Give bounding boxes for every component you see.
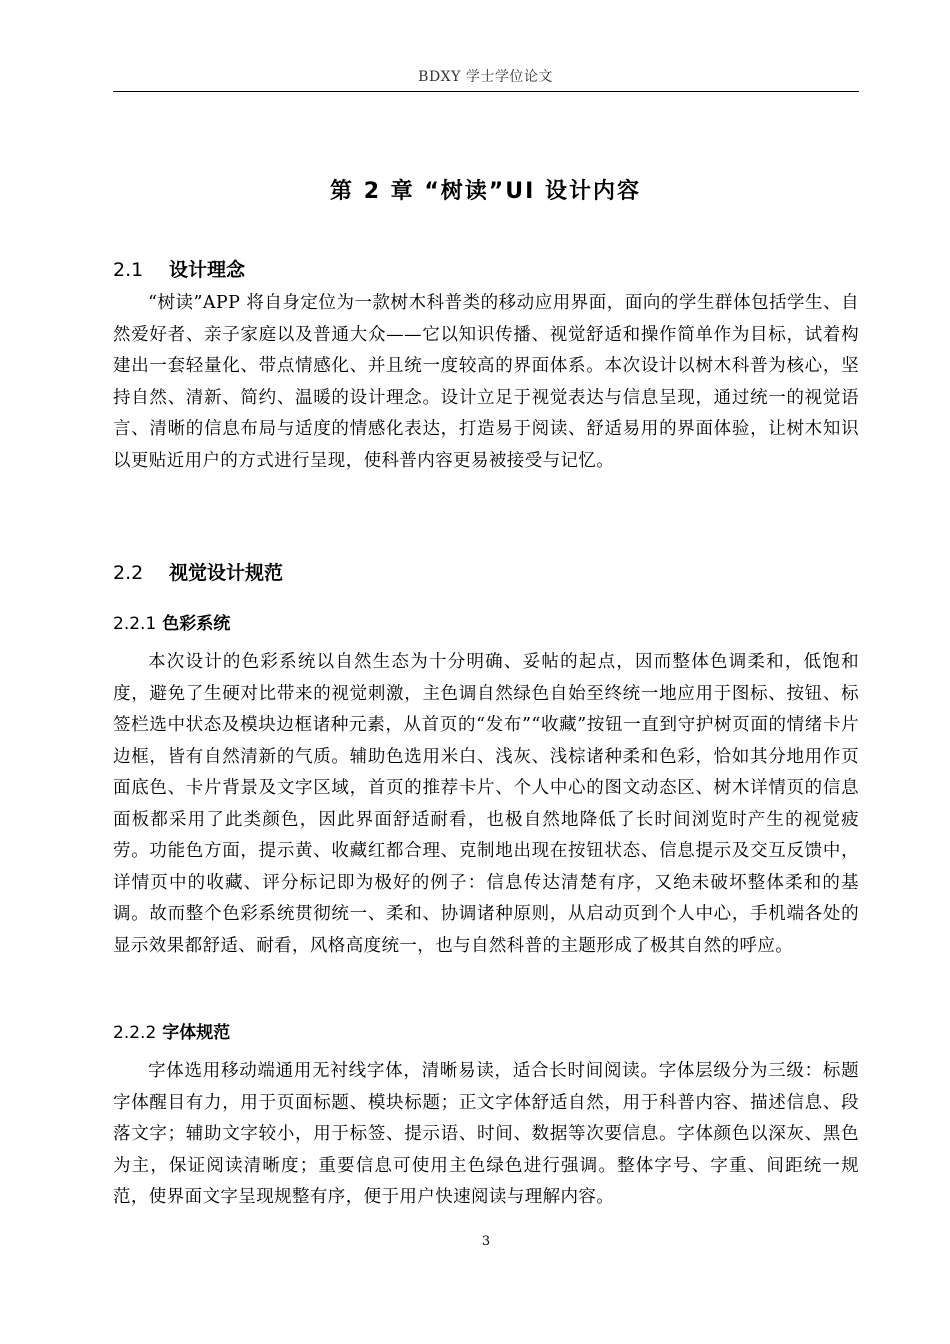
subsection-heading-2-2-1: [113, 609, 230, 634]
page-number: 3: [481, 1234, 491, 1249]
section-number: 2.1: [113, 259, 144, 281]
subsection-heading-2-2-2: [113, 1018, 230, 1043]
subsection-number: 2.2.1: [113, 614, 157, 634]
paragraph-design-concept: “树读”APP 将自身定位为一款树木科普类的移动应用界面，面向的学生群体包括学生、自然爱好者、亲子家庭以及普通大众——它以知识传播、视觉舒适和操作简单作为目标，试着构建出一套轻量化、带点情感化、并且统一度较高的界面体系。本次设计以树木科普为核心，坚持自然、清新、简约、温暖的设计理念。设计立足于视觉表达与信息呈现，通过统一的视觉语言、清晰的信息布局与适度的情感化表达，打造易于阅读、舒适易用的界面体验，让树木知识以更贴近用户的方式进行呈现，使科普内容更易被接受与记忆。: [113, 293, 859, 471]
subsection-title: 色彩系统: [162, 614, 231, 634]
paragraph-typography: 字体选用移动端通用无衬线字体，清晰易读，适合长时间阅读。字体层级分为三级：标题字体醒目有力，用于页面标题、模块标题；正文字体舒适自然，用于科普内容、描述信息、段落文字；辅助文字较小，用于标签、提示语、时间、数据等次要信息。字体颜色以深灰、黑色为主，保证阅读清晰度；重要信息可使用主色绿色进行强调。整体字号、字重、间距统一规范，使界面文字呈现规整有序，便于用户快速阅读与理解内容。: [113, 1061, 859, 1207]
subsection-number: 2.2.2: [113, 1023, 157, 1043]
section-title: 视觉设计规范: [169, 562, 284, 584]
section-heading-2-2: [113, 558, 283, 585]
chapter-title: 第 2 章 “树读”UI 设计内容: [330, 179, 641, 204]
section-heading-2-1: [113, 255, 245, 282]
header-divider: [113, 91, 859, 92]
paragraph-color-system: 本次设计的色彩系统以自然生态为十分明确、妥帖的起点，因而整体色调柔和，低饱和度，避免了生硬对比带来的视觉刺激，主色调自然绿色自始至终统一地应用于图标、按钮、标签栏选中状态及模块边框诸种元素，从首页的“发布”“收藏”按钮一直到守护树页面的情绪卡片边框，皆有自然清新的气质。辅助色选用米白、浅灰、浅棕诸种柔和色彩，恰如其分地用作页面底色、卡片背景及文字区域，首页的推荐卡片、个人中心的图文动态区、树木详情页的信息面板都采用了此类颜色，因此界面舒适耐看，也极自然地降低了长时间浏览时产生的视觉疲劳。功能色方面，提示黄、收藏红都合理、克制地出现在按钮状态、信息提示及交互反馈中，详情页中的收藏、评分标记即为极好的例子：信息传达清楚有序，又绝未破坏整体柔和的基调。故而整个色彩系统贯彻统一、柔和、协调诸种原则，从启动页到个人中心，手机端各处的显示效果都舒适、耐看，风格高度统一，也与自然科普的主题形成了极其自然的呼应。: [113, 652, 859, 956]
section-number: 2.2: [113, 562, 144, 584]
section-title: 设计理念: [169, 259, 246, 281]
subsection-title: 字体规范: [162, 1023, 231, 1043]
running-header: BDXY 学士学位论文: [418, 69, 553, 85]
